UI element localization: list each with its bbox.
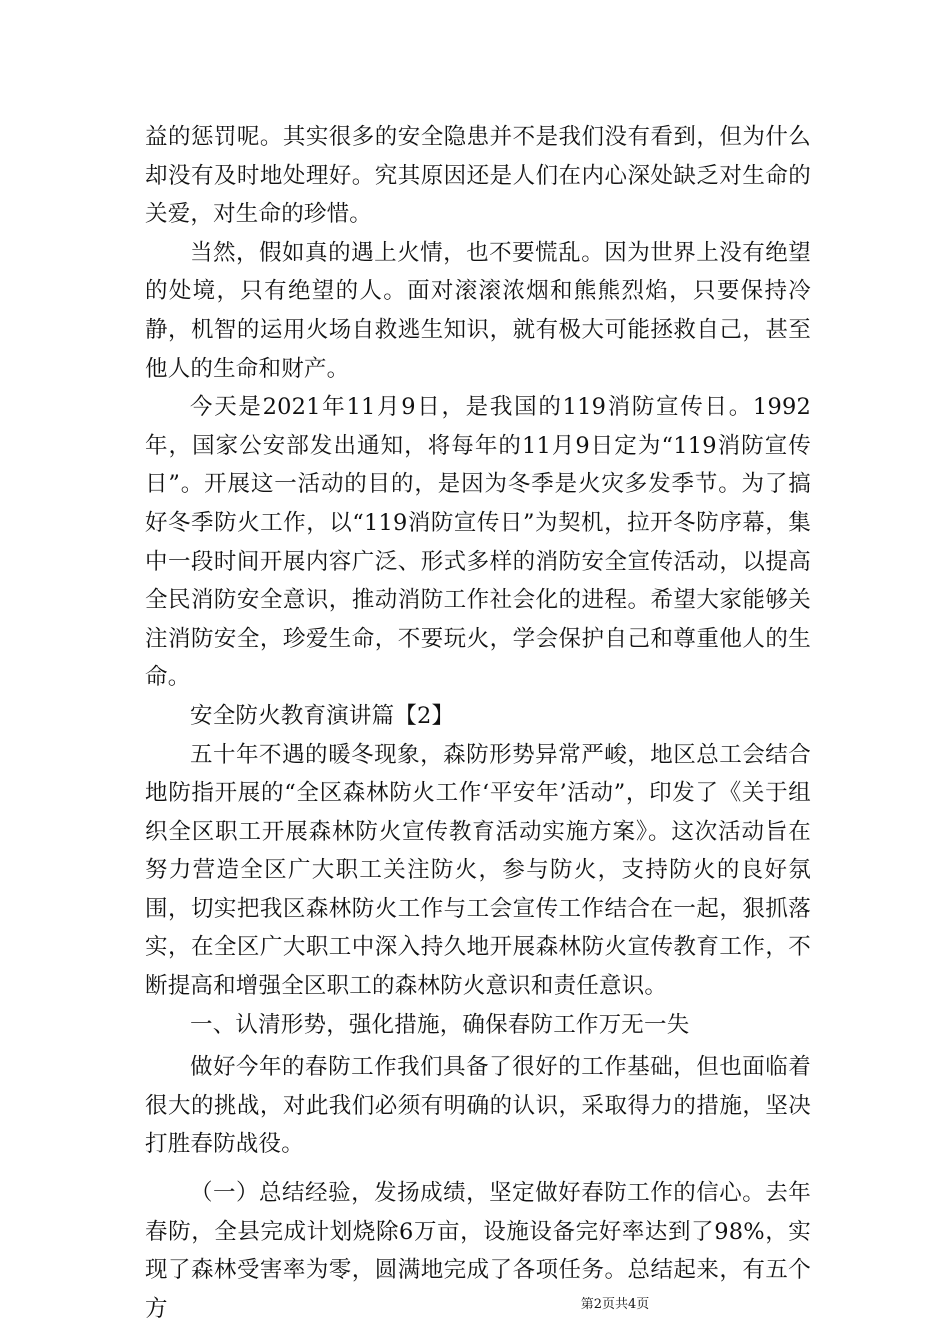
page-number: 第2页共4页 [580,1297,650,1312]
subheading-recognize-situation: 一、认清形势，强化措施，确保春防工作万无一失 [190,1011,690,1038]
paragraph-summary-experience: （一）总结经验，发扬成绩，坚定做好春防工作的信心。去年春防，全县完成计划烧除6万亩，设施设备完好率达到了98%，实现了森林受害率为零，圆满地完成了各项任务。总结起来，有五个方 [145,1180,811,1322]
section-heading-speech-2: 安全防火教育演讲篇【2】 [190,702,455,729]
document-body [145,118,811,1328]
page-footer [0,1296,950,1314]
paragraph-continuation: 益的惩罚呢。其实很多的安全隐患并不是我们没有看到，但为什么却没有及时地处理好。究其原因还是人们在内心深处缺乏对生命的关爱，对生命的珍惜。 [145,124,811,228]
paragraph-warm-winter: 五十年不遇的暖冬现象，森防形势异常严峻，地区总工会结合地防指开展的“全区森林防火工作‘平安年’活动”，印发了《关于组织全区职工开展森林防火宣传教育活动实施方案》。这次活动旨在努力营造全区广大职工关注防火，参与防火，支持防火的良好氛围，切实把我区森林防火工作与工会宣传工作结合在一起，狠抓落实，在全区广大职工中深入持久地开展森林防火宣传教育工作，不断提高和增强全区职工的森林防火意识和责任意识。 [145,741,811,1000]
paragraph-fire-calm: 当然，假如真的遇上火情，也不要慌乱。因为世界上没有绝望的处境，只有绝望的人。面对滚滚浓烟和熊熊烈焰，只要保持冷静，机智的运用火场自救逃生知识，就有极大可能拯救自己，甚至他人的生命和财产。 [145,239,811,382]
paragraph-spring-prevention: 做好今年的春防工作我们具备了很好的工作基础，但也面临着很大的挑战，对此我们必须有明确的认识，采取得力的措施，坚决打胜春防战役。 [145,1054,811,1158]
paragraph-fire-day: 今天是2021年11月9日，是我国的119消防宣传日。1992年，国家公安部发出通知，将每年的11月9日定为“119消防宣传日”。开展这一活动的目的，是因为冬季是火灾多发季节。为了搞好冬季防火工作，以“119消防宣传日”为契机，拉开冬防序幕，集中一段时间开展内容广泛、形式多样的消防安全宣传活动，以提高全民消防安全意识，推动消防工作社会化的进程。希望大家能够关注消防安全，珍爱生命，不要玩火，学会保护自己和尊重他人的生命。 [145,394,811,691]
